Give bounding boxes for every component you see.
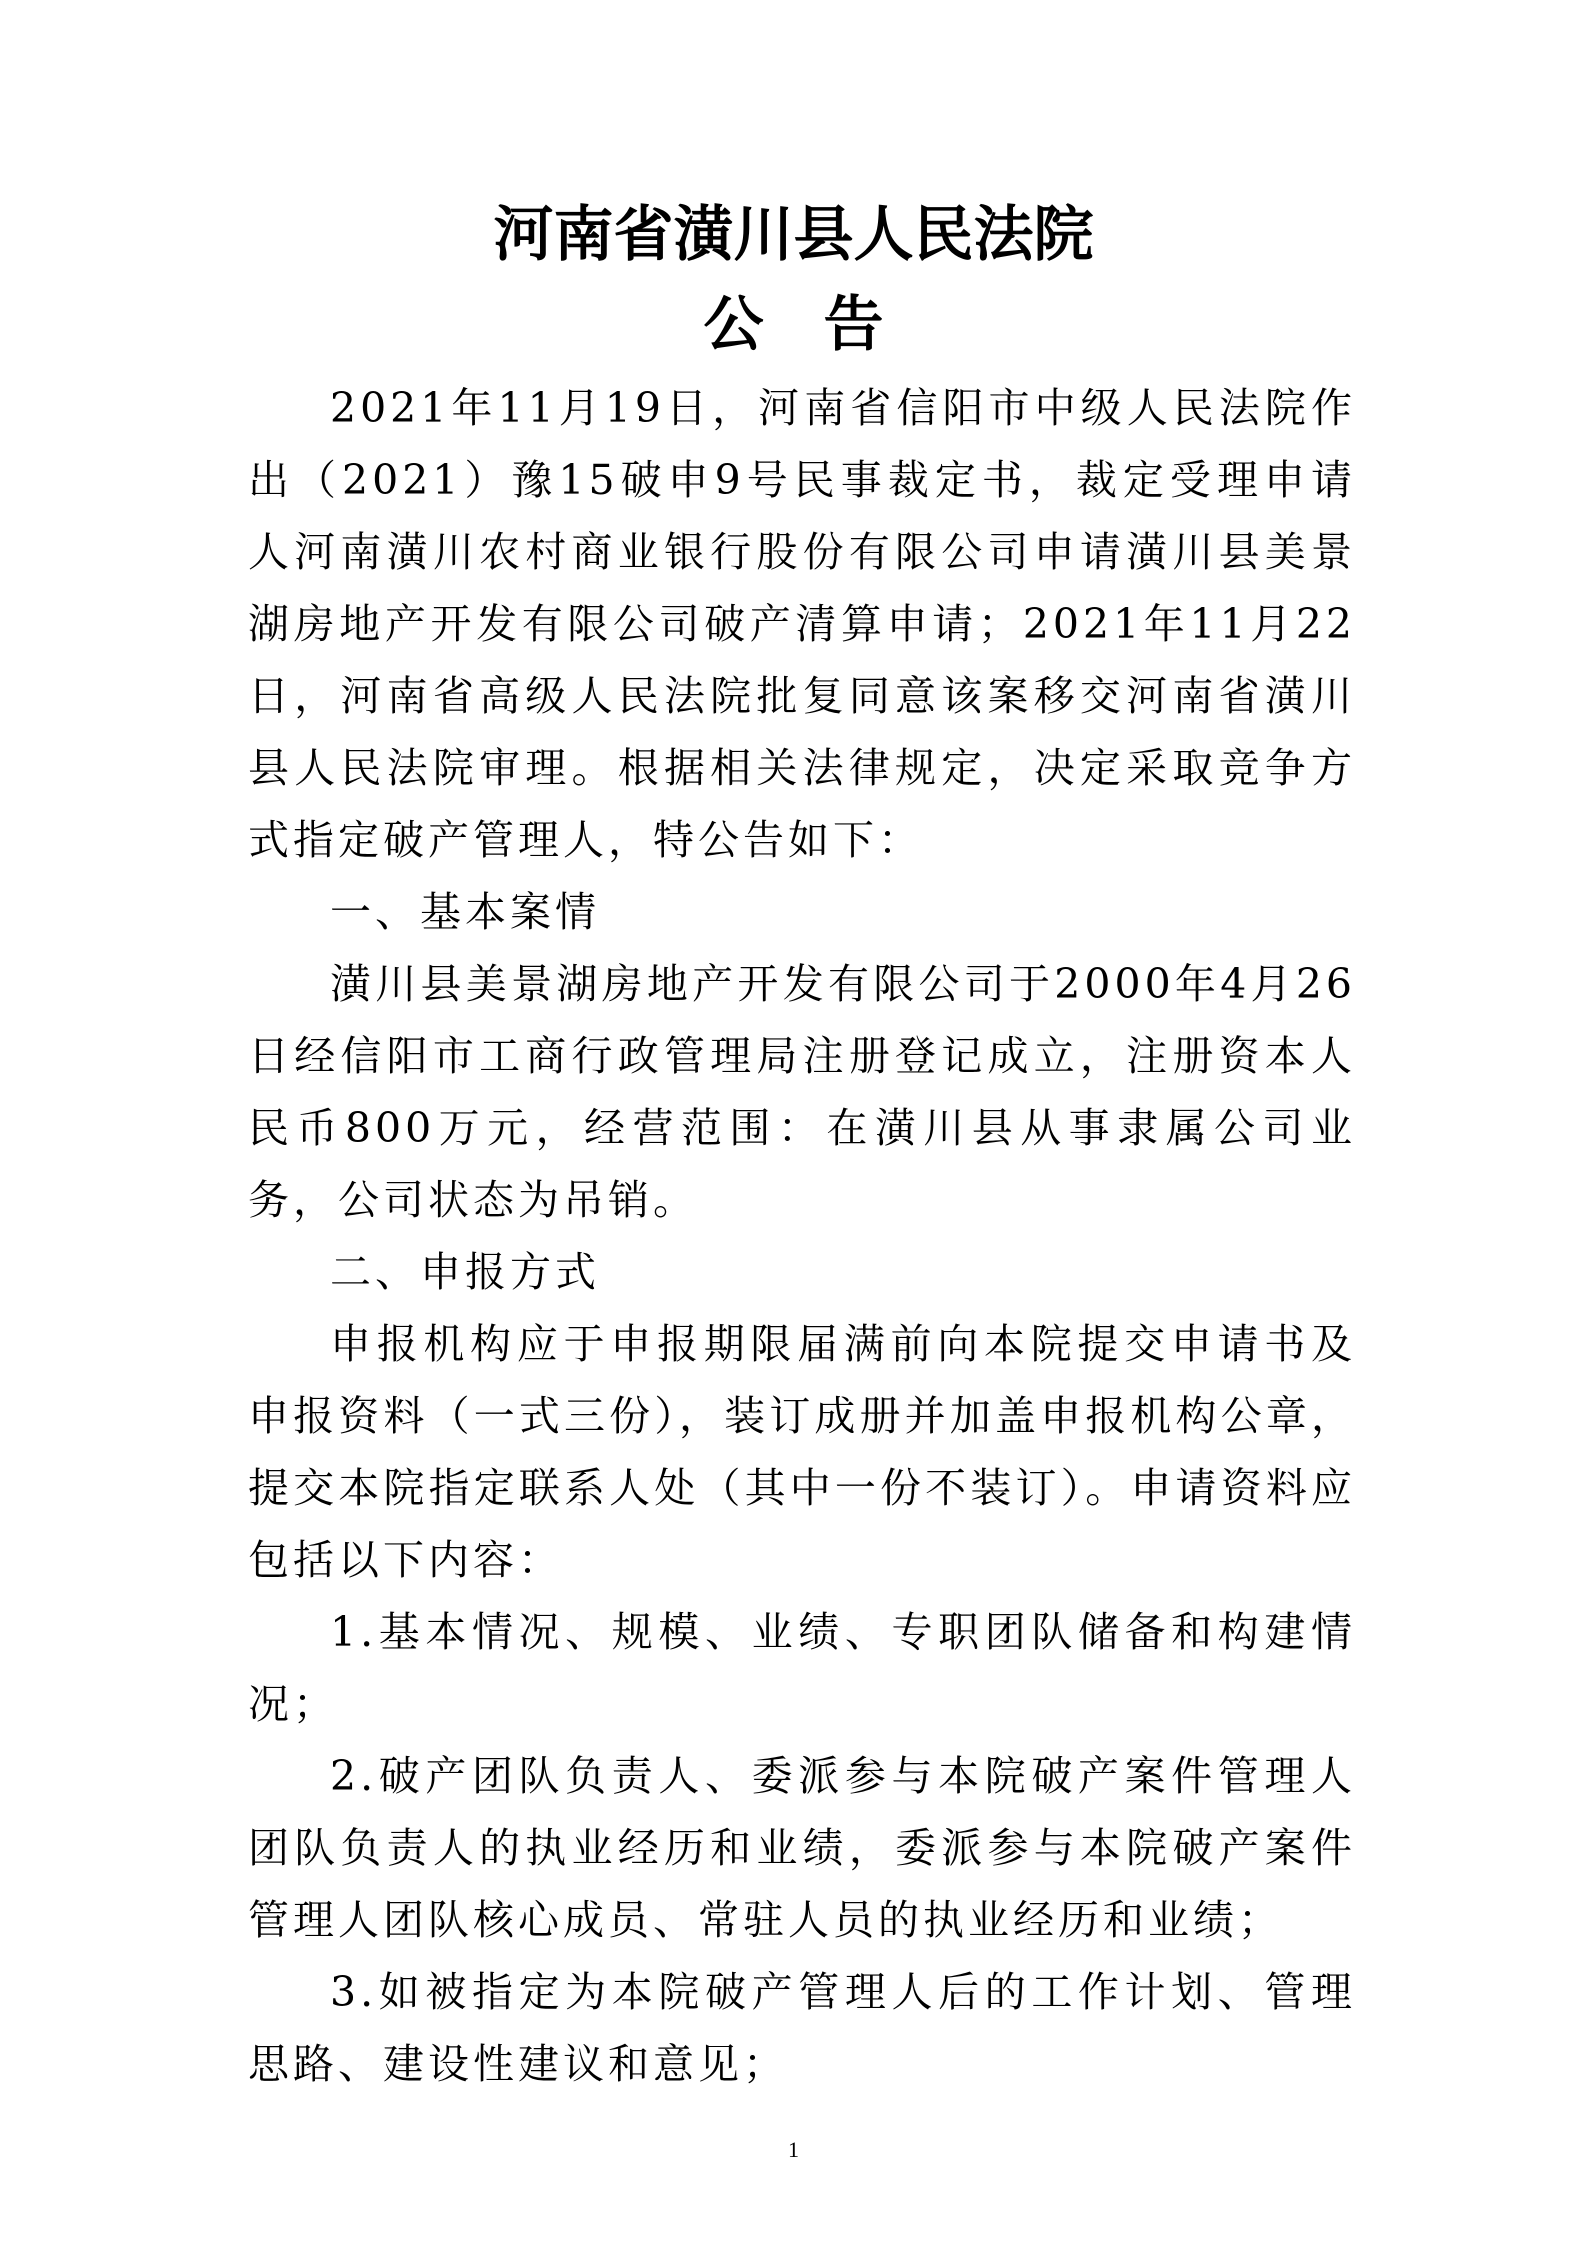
notice-body (248, 372, 1356, 2100)
court-name-title: 河南省潢川县人民法院 (493, 200, 1094, 270)
notice-title: 公告 (703, 290, 944, 360)
requirement-item-2: 2.破产团队负责人、委派参与本院破产案件管理人团队负责人的执业经历和业绩，委派参与本院破产案件管理人团队核心成员、常驻人员的执业经历和业绩； (248, 1752, 1356, 1944)
intro-paragraph: 2021年11月19日，河南省信阳市中级人民法院作出（2021）豫15破申9号民事裁定书，裁定受理申请人河南潢川农村商业银行股份有限公司申请潢川县美景湖房地产开发有限公司破产清算申请；2021年11月22日，河南省高级人民法院批复同意该案移交河南省潢川县人民法院审理。根据相关法律规定，决定采取竞争方式指定破产管理人，特公告如下： (248, 384, 1356, 864)
requirement-item-1: 1.基本情况、规模、业绩、专职团队储备和构建情况； (248, 1608, 1356, 1728)
application-method-paragraph: 申报机构应于申报期限届满前向本院提交申请书及申报资料（一式三份），装订成册并加盖申报机构公章，提交本院指定联系人处（其中一份不装订）。申请资料应包括以下内容： (248, 1320, 1356, 1584)
section-heading-application-method: 二、申报方式 (330, 1248, 600, 1296)
section-heading-basic-case: 一、基本案情 (330, 888, 600, 936)
basic-case-paragraph: 潢川县美景湖房地产开发有限公司于2000年4月26日经信阳市工商行政管理局注册登记成立，注册资本人民币800万元，经营范围：在潢川县从事隶属公司业务，公司状态为吊销。 (248, 960, 1356, 1224)
requirement-item-3: 3.如被指定为本院破产管理人后的工作计划、管理思路、建设性建议和意见； (248, 1968, 1356, 2088)
page-number: 1 (788, 2137, 799, 2162)
